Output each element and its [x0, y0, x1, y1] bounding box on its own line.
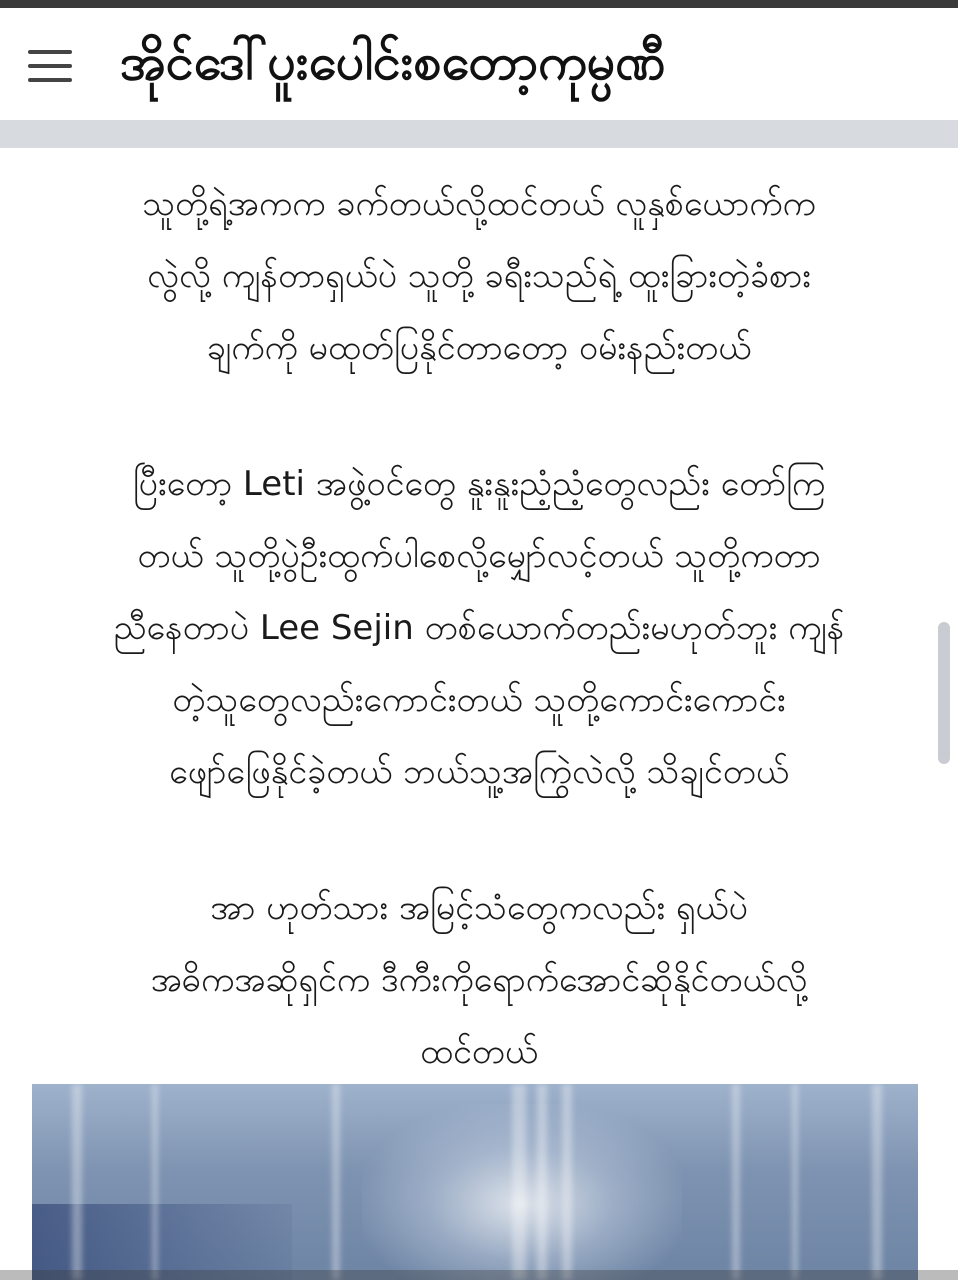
menu-line: [28, 50, 72, 54]
paragraph-line: လွဲလို့ ကျန်တာရှယ်ပဲ သူတို့ ခရီးသည်ရဲ့ ထူးခြားတဲ့ခံစား: [147, 256, 811, 296]
scrollbar-thumb[interactable]: [938, 622, 950, 764]
article-paragraph: [60, 448, 898, 808]
paragraph-line: တယ် သူတို့ပွဲဦးထွက်ပါစေလို့မျှော်လင့်တယ် သူတို့ကတာ: [137, 536, 821, 576]
bottom-border: [0, 1270, 958, 1280]
article-paragraph: [60, 168, 898, 384]
paragraph-line: ချက်ကို မထုတ်ပြနိုင်တာတော့ ဝမ်းနည်းတယ်: [206, 328, 752, 368]
site-title[interactable]: အိုင်ဒေါ်ပူးပေါင်းစတော့ကုမ္ပဏီ: [120, 33, 666, 91]
image-light-streak: [332, 1084, 340, 1280]
image-light-streak: [152, 1084, 158, 1280]
paragraph-line: ထင်တယ်: [420, 1032, 538, 1072]
menu-line: [28, 64, 72, 68]
image-light-streak: [512, 1084, 526, 1280]
paragraph-line: ပြီးတော့ Leti အဖွဲ့ဝင်တွေ နူးနူးညံ့ညံ့တွေလည်း တော်ကြ: [132, 464, 826, 504]
image-light-streak: [537, 1084, 547, 1280]
paragraph-line: ညီနေတာပဲ Lee Sejin တစ်ယောက်တည်းမဟုတ်ဘူး ကျန်: [113, 608, 845, 648]
image-light-streak: [732, 1084, 740, 1280]
paragraph-line: အဓိကအဆိုရှင်က ဒီကီးကိုရောက်အောင်ဆိုနိုင်တယ်လို့: [150, 960, 808, 1000]
article-image[interactable]: [32, 1084, 918, 1280]
paragraph-line: တဲ့သူတွေလည်းကောင်းတယ် သူတို့ကောင်းကောင်း: [172, 680, 786, 720]
header-divider-bar: [0, 120, 958, 148]
image-light-streak: [562, 1084, 572, 1280]
image-light-streak: [872, 1084, 882, 1280]
site-header: [0, 8, 958, 118]
hamburger-menu-icon[interactable]: [28, 44, 74, 86]
image-light-streak: [72, 1084, 82, 1280]
image-shadow-area: [32, 1204, 292, 1280]
menu-line: [28, 78, 72, 82]
article-body: [60, 168, 898, 1152]
top-border: [0, 0, 958, 8]
paragraph-line: ဖျော်ဖြေနိုင်ခဲ့တယ် ဘယ်သူ့အကြွဲလဲလို့ သိချင်တယ်: [169, 752, 789, 792]
article-paragraph: [60, 872, 898, 1088]
paragraph-line: အာ ဟုတ်သား အမြင့်သံတွေကလည်း ရှယ်ပဲ: [210, 888, 748, 928]
image-light-streak: [792, 1084, 798, 1280]
paragraph-line: သူတို့ရဲ့အကက ခက်တယ်လို့ထင်တယ် လူနှစ်ယောက်က: [142, 184, 816, 224]
